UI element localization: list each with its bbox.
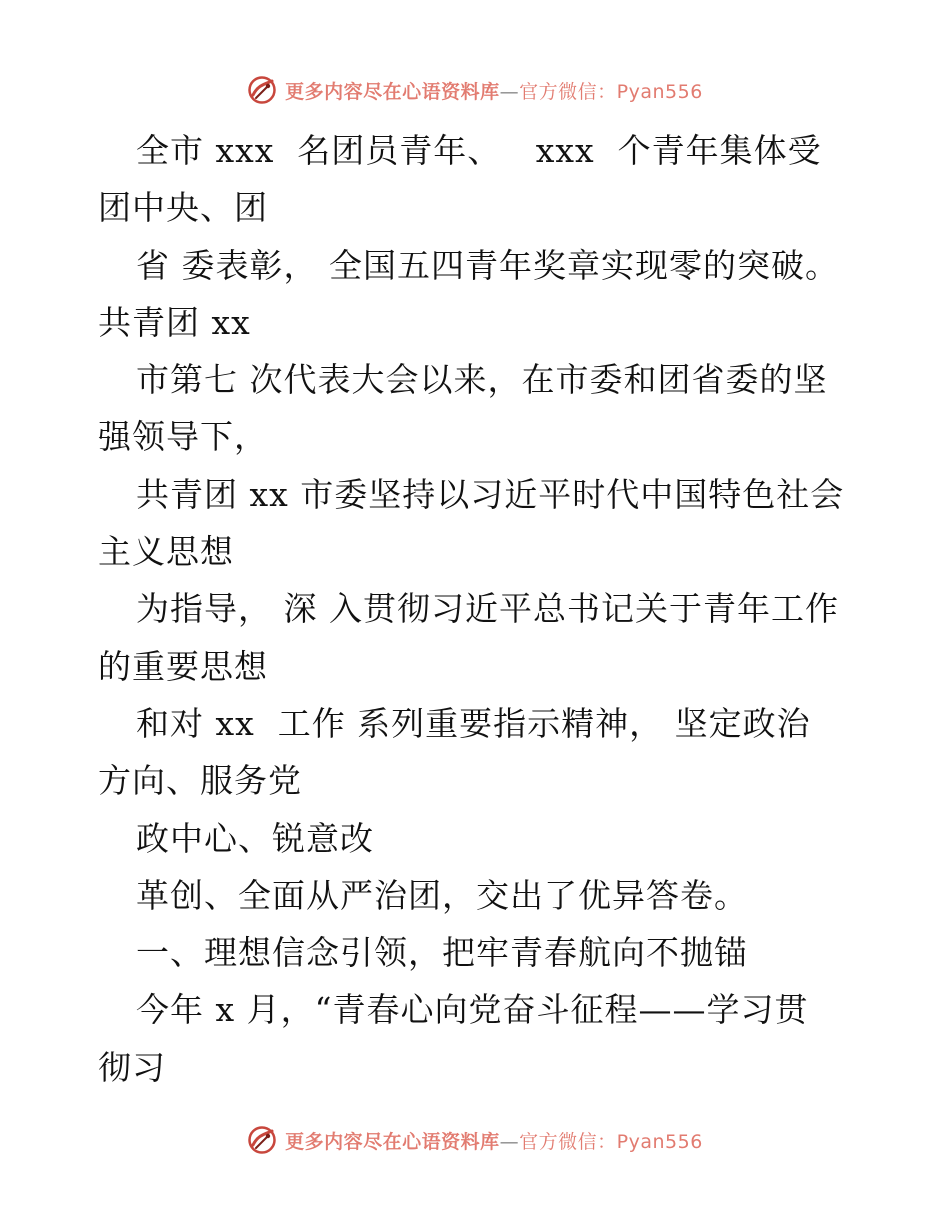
text-line: 今年 x 月，“青春心向党奋斗征程——学习贯 <box>136 990 809 1030</box>
text-line: 团中央、团 <box>98 188 268 228</box>
text-line: 政中心、锐意改 <box>136 818 374 858</box>
text-line: 共青团 xx <box>98 302 251 342</box>
text-line: 主义思想 <box>98 532 234 572</box>
text-line: 为指导， 深 入贯彻习近平总书记关于青年工作 <box>136 589 839 629</box>
footer-watermark <box>0 1122 950 1158</box>
text-line: 和对 xx 工作 系列重要指示精神， 坚定政治 <box>136 703 811 743</box>
text-line: 强领导下， <box>98 417 268 457</box>
watermark-separator: — <box>499 80 520 103</box>
text-line: 共青团 xx 市委坚持以习近平时代中国特色社会 <box>136 474 845 514</box>
watermark-brand: 更多内容尽在心语资料库 <box>285 1130 500 1153</box>
text-line: 方向、服务党 <box>98 761 302 801</box>
section-heading: 一、理想信念引领，把牢青春航向不抛锚 <box>136 933 748 973</box>
text-line: 市第七 次代表大会以来，在市委和团省委的坚 <box>136 360 828 400</box>
document-body <box>98 122 868 1096</box>
text-line: 的重要思想 <box>98 646 268 686</box>
watermark-text <box>285 1127 703 1154</box>
watermark-separator: — <box>499 1130 520 1153</box>
text-line: 省 委表彰， 全国五四青年奖章实现零的突破。 <box>136 245 839 285</box>
watermark-contact: 官方微信：Pyan556 <box>519 1130 703 1153</box>
seal-logo-icon <box>247 75 277 105</box>
watermark-text <box>285 77 703 104</box>
watermark-brand: 更多内容尽在心语资料库 <box>285 80 500 103</box>
text-line: 彻习 <box>98 1047 166 1087</box>
seal-logo-icon <box>247 1125 277 1155</box>
watermark-contact: 官方微信：Pyan556 <box>519 80 703 103</box>
text-line: 革创、全面从严治团，交出了优异答卷。 <box>136 875 748 915</box>
header-watermark <box>0 72 950 108</box>
text-line: 全市 xxx 名团员青年、 xxx 个青年集体受 <box>136 131 822 170</box>
